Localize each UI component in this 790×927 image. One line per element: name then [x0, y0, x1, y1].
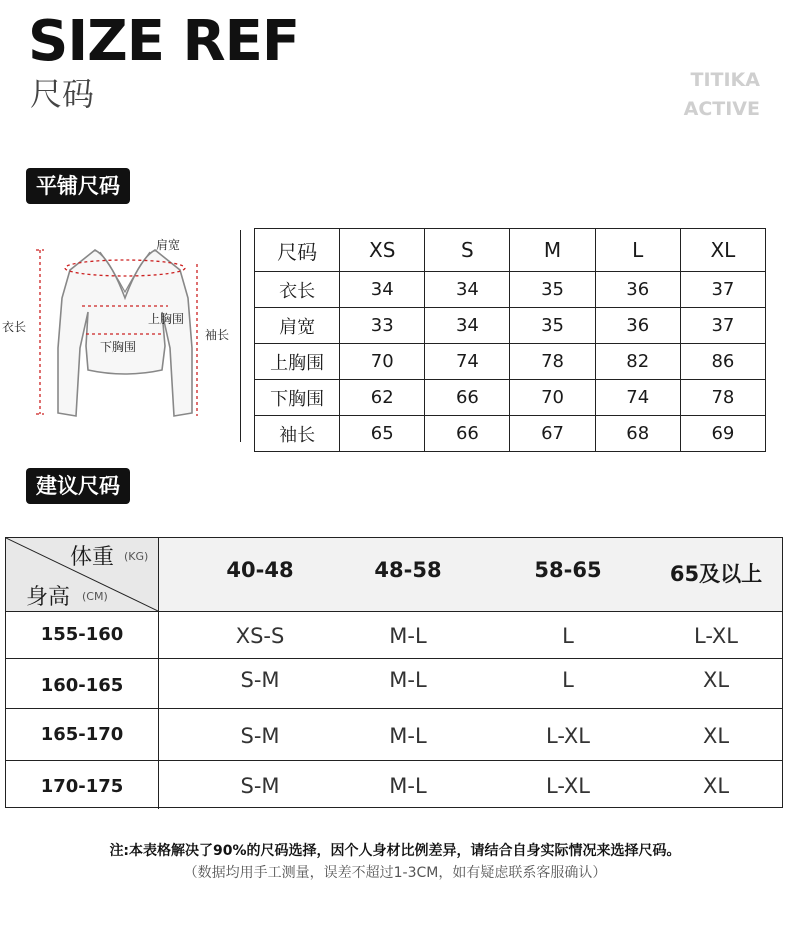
- size-cell: XL: [702, 724, 730, 748]
- table-cell: 62: [340, 380, 425, 416]
- brand-line-1: TITIKA: [690, 69, 760, 91]
- corner-height-label: 身高: [26, 585, 71, 610]
- size-cell: L-XL: [694, 624, 738, 648]
- weight-col-header: 40-48: [226, 558, 294, 582]
- table-cell: 37: [680, 272, 765, 308]
- size-cell: M-L: [389, 624, 427, 648]
- header-xl: XL: [680, 229, 765, 272]
- header-m: M: [510, 229, 595, 272]
- table-cell: 70: [510, 380, 595, 416]
- label-sleeve: 袖长: [205, 328, 230, 342]
- table-cell: 66: [425, 380, 510, 416]
- row-label: 下胸围: [255, 380, 340, 416]
- table-cell: 86: [680, 344, 765, 380]
- table-cell: 68: [595, 416, 680, 452]
- table-row: [255, 272, 766, 308]
- row-divider: [6, 760, 782, 761]
- table-row: [255, 416, 766, 452]
- label-shoulder: 肩宽: [156, 238, 181, 252]
- garment-diagram: [0, 228, 236, 428]
- height-row-label: 170-175: [40, 776, 124, 797]
- row-divider: [6, 611, 782, 612]
- size-cell: L-XL: [546, 774, 590, 798]
- table-row: [255, 380, 766, 416]
- divider: [240, 230, 241, 442]
- corner-weight-unit: (KG): [124, 550, 149, 563]
- table-row: [255, 344, 766, 380]
- size-cell: S-M: [240, 774, 280, 798]
- table-cell: 36: [595, 272, 680, 308]
- weight-col-header: 58-65: [534, 558, 602, 582]
- page-subtitle: 尺码: [30, 75, 95, 113]
- brand-line-2: ACTIVE: [683, 98, 760, 120]
- corner-weight-label: 体重: [70, 545, 115, 570]
- table-cell: 35: [510, 308, 595, 344]
- label-lower-bust: 下胸围: [100, 340, 137, 354]
- height-row-label: 155-160: [40, 624, 124, 645]
- table-cell: 65: [340, 416, 425, 452]
- size-cell: S-M: [240, 668, 280, 692]
- note-main: 注:本表格解决了90%的尺码选择，因个人身材比例差异，请结合自身实际情况来选择尺码。: [109, 843, 681, 859]
- table-cell: 74: [595, 380, 680, 416]
- size-cell: XL: [702, 774, 730, 798]
- row-label: 肩宽: [255, 308, 340, 344]
- column-divider: [158, 538, 159, 809]
- flat-size-table: [254, 228, 766, 452]
- table-cell: 78: [680, 380, 765, 416]
- note-sub: （数据均用手工测量，误差不超过1-3CM，如有疑虑联系客服确认）: [183, 865, 607, 881]
- size-cell: L-XL: [546, 724, 590, 748]
- table-cell: 37: [680, 308, 765, 344]
- table-cell: 70: [340, 344, 425, 380]
- row-label: 衣长: [255, 272, 340, 308]
- table-cell: 67: [510, 416, 595, 452]
- table-cell: 74: [425, 344, 510, 380]
- size-cell: XL: [702, 668, 730, 692]
- size-cell: L: [562, 624, 574, 648]
- table-header-row: [255, 229, 766, 272]
- label-length: 衣长: [2, 320, 27, 334]
- row-divider: [6, 658, 782, 659]
- table-cell: 36: [595, 308, 680, 344]
- size-cell: S-M: [240, 724, 280, 748]
- weight-col-header: 48-58: [374, 558, 442, 582]
- weight-col-header: 65及以上: [669, 562, 763, 586]
- table-cell: 34: [425, 308, 510, 344]
- row-divider: [6, 708, 782, 709]
- height-row-label: 165-170: [40, 724, 124, 745]
- garment-sketch: [0, 228, 236, 428]
- table-cell: 69: [680, 416, 765, 452]
- size-cell: XS-S: [235, 624, 285, 648]
- recommend-size-table: [5, 537, 783, 808]
- header-size: 尺码: [255, 229, 340, 272]
- label-upper-bust: 上胸围: [148, 312, 185, 326]
- table-cell: 34: [425, 272, 510, 308]
- header-s: S: [425, 229, 510, 272]
- brand-logo: [684, 66, 760, 124]
- size-cell: L: [562, 668, 574, 692]
- size-cell: M-L: [389, 724, 427, 748]
- section-label-flat: 平铺尺码: [26, 168, 130, 204]
- size-cell: M-L: [389, 668, 427, 692]
- table-row: [255, 308, 766, 344]
- table-cell: 33: [340, 308, 425, 344]
- table-cell: 78: [510, 344, 595, 380]
- table-cell: 35: [510, 272, 595, 308]
- table-cell: 82: [595, 344, 680, 380]
- page-title: SIZE REF: [28, 9, 300, 74]
- section-label-recommend: 建议尺码: [26, 468, 130, 504]
- corner-height-unit: (CM): [82, 590, 108, 603]
- header-xs: XS: [340, 229, 425, 272]
- table-cell: 66: [425, 416, 510, 452]
- header-l: L: [595, 229, 680, 272]
- table-cell: 34: [340, 272, 425, 308]
- size-cell: M-L: [389, 774, 427, 798]
- row-label: 上胸围: [255, 344, 340, 380]
- height-row-label: 160-165: [40, 675, 124, 696]
- row-label: 袖长: [255, 416, 340, 452]
